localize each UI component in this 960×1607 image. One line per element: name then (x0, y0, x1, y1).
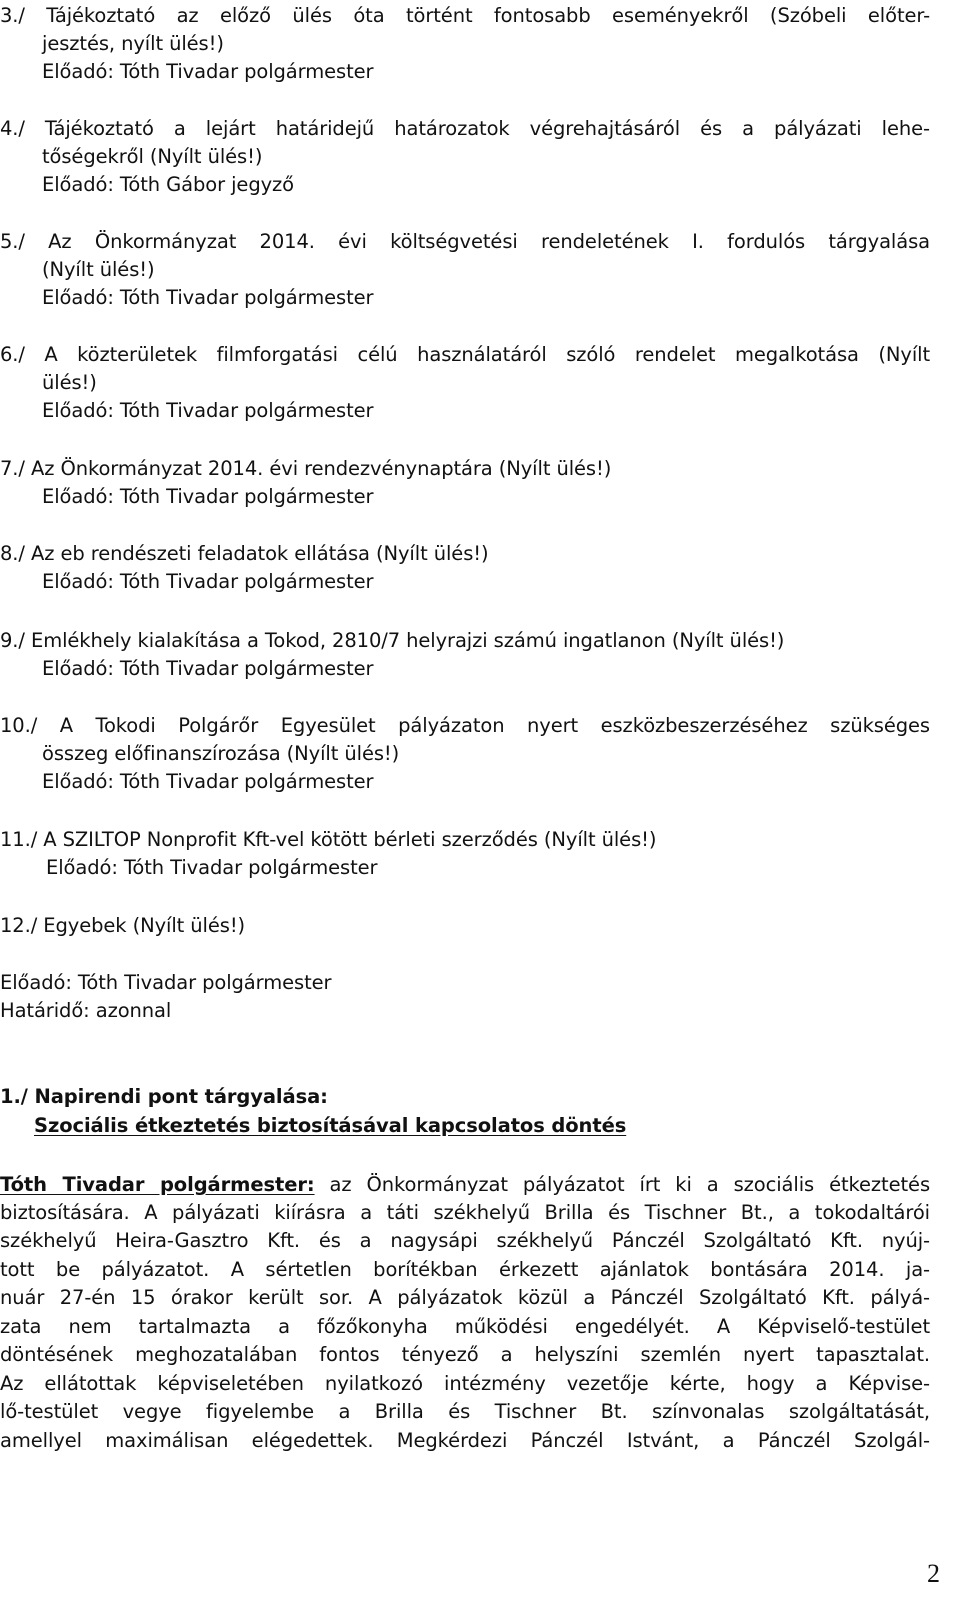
paragraph-line-5: nuár 27-én 15 órakor került sor. A pályázatok közül a Pánczél Szolgáltató Kft. pályá- (0, 1286, 930, 1309)
paragraph-line-3: székhelyű Heira-Gasztro Kft. és a nagysápi székhelyű Pánczél Szolgáltató Kft. nyúj- (0, 1229, 930, 1252)
agenda-item-5-line-1: 5./ Az Önkormányzat 2014. évi költségvetési rendeletének I. fordulós tárgyalása (0, 230, 930, 253)
section-subheading: Szociális étkeztetés biztosításával kapcsolatos döntés (34, 1114, 627, 1137)
paragraph-line-6: zata nem tartalmazta a főzőkonyha működési engedélyét. A Képviselő-testület (0, 1315, 930, 1338)
agenda-item-10-line-2: összeg előfinanszírozása (Nyílt ülés!) (42, 742, 400, 765)
page-number: 2 (927, 1559, 940, 1588)
agenda-item-5-line-2: (Nyílt ülés!) (42, 258, 155, 281)
agenda-item-11-presenter: Előadó: Tóth Tivadar polgármester (46, 856, 378, 879)
agenda-item-3-line-1: 3./ Tájékoztató az előző ülés óta történt fontosabb eseményekről (Szóbeli előter- (0, 4, 930, 27)
deadline: Határidő: azonnal (0, 999, 172, 1022)
paragraph-line-1 (0, 1172, 930, 1198)
agenda-item-12-line-1: 12./ Egyebek (Nyílt ülés!) (0, 914, 246, 937)
paragraph-line-2: biztosítására. A pályázati kiírásra a táti székhelyű Brilla és Tischner Bt., a tokodaltárói (0, 1201, 930, 1224)
agenda-item-4-presenter: Előadó: Tóth Gábor jegyző (42, 173, 295, 196)
agenda-item-6-presenter: Előadó: Tóth Tivadar polgármester (42, 399, 374, 422)
agenda-item-8-presenter: Előadó: Tóth Tivadar polgármester (42, 570, 374, 593)
agenda-item-10-line-1: 10./ A Tokodi Polgárőr Egyesület pályázaton nyert eszközbeszerzéséhez szükséges (0, 714, 930, 737)
agenda-item-11-line-1: 11./ A SZILTOP Nonprofit Kft-vel kötött bérleti szerződés (Nyílt ülés!) (0, 828, 657, 851)
agenda-item-4-line-1: 4./ Tájékoztató a lejárt határidejű határozatok végrehajtásáról és a pályázati lehe- (0, 117, 930, 140)
paragraph-line-8: Az ellátottak képviseletében nyilatkozó intézmény vezetője kérte, hogy a Képvise- (0, 1372, 930, 1395)
agenda-item-9-line-1: 9./ Emlékhely kialakítása a Tokod, 2810/7 helyrajzi számú ingatlanon (Nyílt ülés!) (0, 629, 785, 652)
agenda-item-3-presenter: Előadó: Tóth Tivadar polgármester (42, 60, 374, 83)
section-heading: 1./ Napirendi pont tárgyalása: (0, 1085, 328, 1108)
paragraph-line-10: amellyel maximálisan elégedettek. Megkérdezi Pánczél Istvánt, a Pánczél Szolgál- (0, 1429, 930, 1452)
agenda-item-7-presenter: Előadó: Tóth Tivadar polgármester (42, 485, 374, 508)
paragraph-line-9: lő-testület vegye figyelembe a Brilla és Tischner Bt. színvonalas szolgáltatását, (0, 1400, 930, 1423)
agenda-item-6-line-2: ülés!) (42, 371, 97, 394)
agenda-item-7-line-1: 7./ Az Önkormányzat 2014. évi rendezvénynaptára (Nyílt ülés!) (0, 457, 612, 480)
paragraph-line-1-rest: az Önkormányzat pályázatot írt ki a szociális étkeztetés (314, 1173, 931, 1196)
paragraph-line-7: döntésének meghozatalában fontos tényező a helyszíni szemlén nyert tapasztalat. (0, 1343, 930, 1366)
agenda-item-4-line-2: tőségekről (Nyílt ülés!) (42, 145, 263, 168)
paragraph-line-4: tott be pályázatot. A sértetlen borítékban érkezett ajánlatok bontására 2014. ja- (0, 1258, 930, 1281)
closing-presenter: Előadó: Tóth Tivadar polgármester (0, 971, 332, 994)
agenda-item-8-line-1: 8./ Az eb rendészeti feladatok ellátása (Nyílt ülés!) (0, 542, 489, 565)
agenda-item-10-presenter: Előadó: Tóth Tivadar polgármester (42, 770, 374, 793)
agenda-item-9-presenter: Előadó: Tóth Tivadar polgármester (42, 657, 374, 680)
speaker-name: Tóth Tivadar polgármester: (0, 1173, 315, 1196)
agenda-item-3-line-2: jesztés, nyílt ülés!) (42, 32, 224, 55)
agenda-item-5-presenter: Előadó: Tóth Tivadar polgármester (42, 286, 374, 309)
agenda-item-6-line-1: 6./ A közterületek filmforgatási célú használatáról szóló rendelet megalkotása (Nyílt (0, 343, 930, 366)
